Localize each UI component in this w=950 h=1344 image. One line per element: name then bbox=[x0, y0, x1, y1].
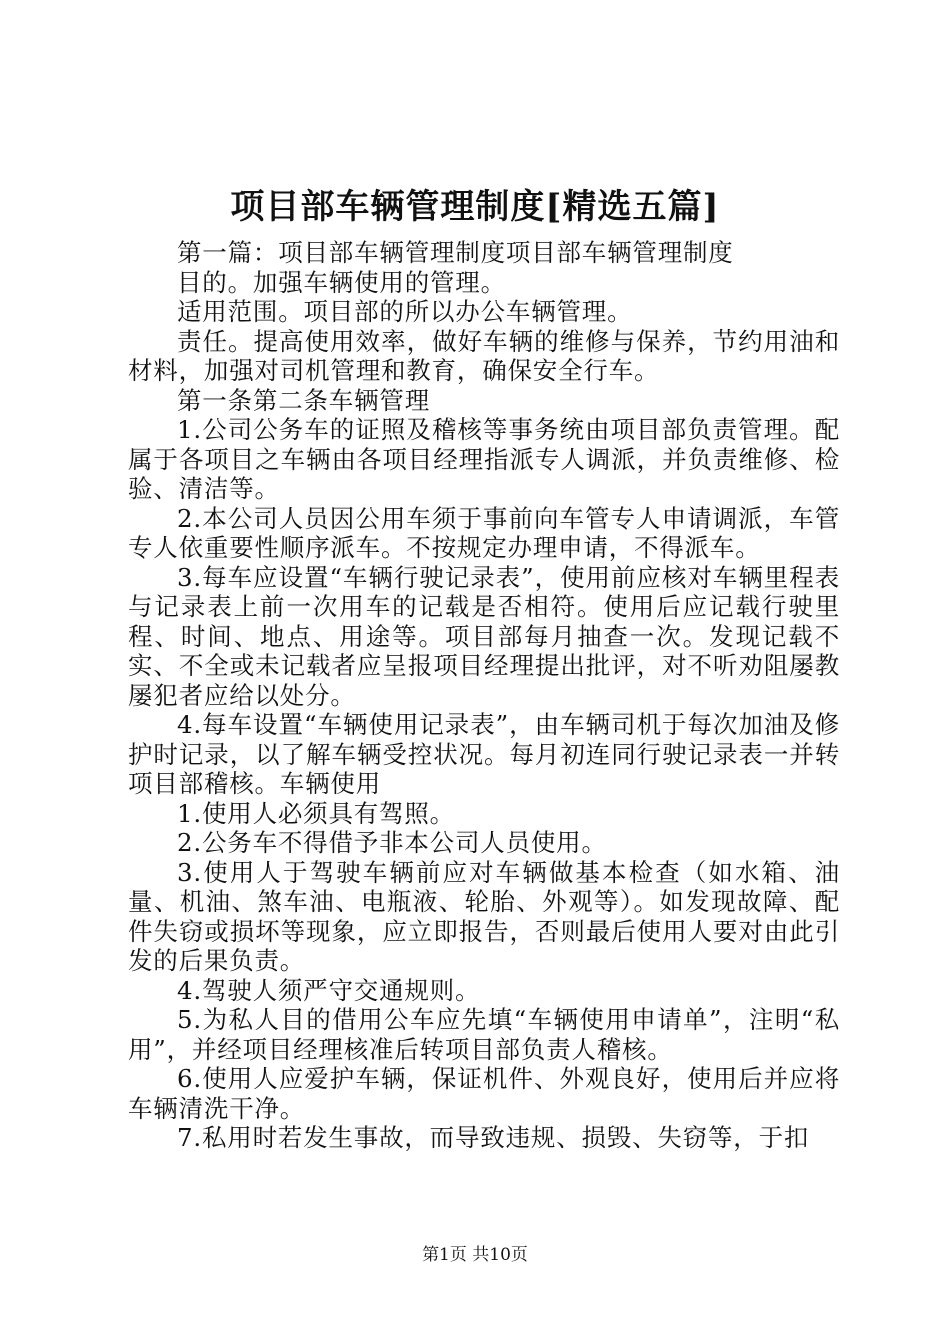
paragraph-7: 2.本公司人员因公用车须于事前向车管专人申请调派，车管专人依重要性顺序派车。不按规定办理申请，不得派车。 bbox=[128, 503, 840, 562]
paragraph-9: 4.每车设置“车辆使用记录表”，由车辆司机于每次加油及修护时记录，以了解车辆受控状况。每月初连同行驶记录表一并转项目部稽核。车辆使用 bbox=[128, 710, 840, 798]
paragraph-13: 4.驾驶人须严守交通规则。 bbox=[177, 975, 481, 1005]
paragraph-10: 1.使用人必须具有驾照。 bbox=[177, 798, 455, 828]
paragraph-12: 3.使用人于驾驶车辆前应对车辆做基本检查（如水箱、油量、机油、煞车油、电瓶液、轮胎、外观等）。如发现故障、配件失窃或损坏等现象，应立即报告，否则最后使用人要对由此引发的后果负责。 bbox=[128, 857, 840, 975]
document-body bbox=[128, 238, 840, 1153]
page-footer: 第1页 共10页 bbox=[422, 1245, 528, 1265]
paragraph-4: 责任。提高使用效率，做好车辆的维修与保养，节约用油和材料，加强对司机管理和教育，确保安全行车。 bbox=[128, 326, 840, 385]
document-title: 项目部车辆管理制度[精选五篇] bbox=[230, 187, 720, 227]
paragraph-3: 适用范围。项目部的所以办公车辆管理。 bbox=[177, 297, 633, 326]
paragraph-6: 1.公司公务车的证照及稽核等事务统由项目部负责管理。配属于各项目之车辆由各项目经理指派专人调派，并负责维修、检验、清洁等。 bbox=[128, 415, 840, 503]
paragraph-1: 第一篇：项目部车辆管理制度项目部车辆管理制度 bbox=[177, 238, 734, 267]
paragraph-15: 6.使用人应爱护车辆，保证机件、外观良好，使用后并应将车辆清洗干净。 bbox=[128, 1064, 840, 1123]
paragraph-14: 5.为私人目的借用公车应先填“车辆使用申请单”，注明“私用”，并经项目经理核准后转项目部负责人稽核。 bbox=[128, 1005, 840, 1064]
paragraph-2: 目的。加强车辆使用的管理。 bbox=[177, 267, 506, 297]
paragraph-16: 7.私用时若发生事故，而导致违规、损毁、失窃等，于扣 bbox=[177, 1123, 810, 1152]
paragraph-8: 3.每车应设置“车辆行驶记录表”，使用前应核对车辆里程表与记录表上前一次用车的记载是否相符。使用后应记载行驶里程、时间、地点、用途等。项目部每月抽查一次。发现记载不实、不全或未记载者应呈报项目经理提出批评，对不听劝阻屡教屡犯者应给以处分。 bbox=[128, 562, 840, 710]
paragraph-5: 第一条第二条车辆管理 bbox=[177, 385, 430, 415]
paragraph-11: 2.公务车不得借予非本公司人员使用。 bbox=[177, 828, 607, 857]
